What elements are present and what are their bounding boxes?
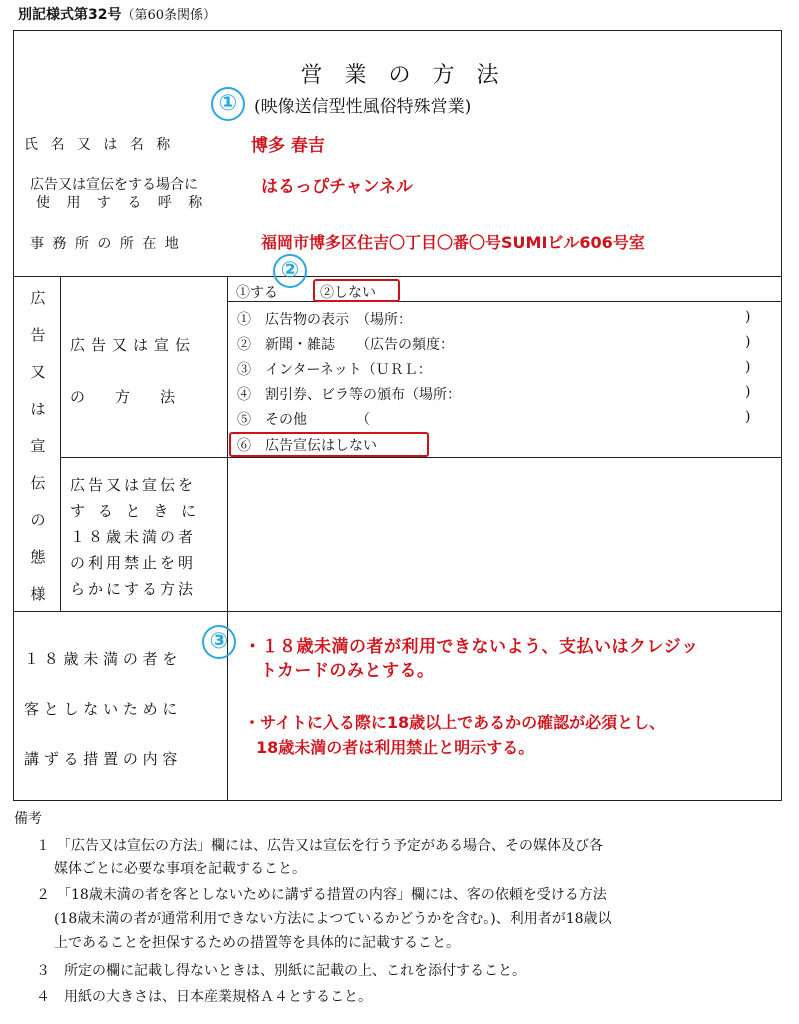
vertical-label-char: 伝 — [30, 474, 46, 492]
selection-highlight — [229, 432, 429, 457]
option-yes[interactable]: ①する — [236, 285, 278, 301]
close-paren: ) — [745, 334, 751, 350]
measures-label: １ ８ 歳 未 満 の 者 を — [24, 650, 178, 668]
marker-2: ② — [273, 254, 307, 288]
vertical-label-char: 又 — [30, 363, 46, 381]
method-label-1: 広告又は宣伝 — [70, 336, 197, 354]
divider — [227, 276, 228, 801]
vertical-label-char: 広 — [30, 289, 46, 307]
close-paren: ) — [745, 359, 751, 375]
notes-item: １ 「広告又は宣伝の方法」欄には、広告又は宣伝を行う予定がある場合、その媒体及び各 — [36, 838, 603, 854]
minors-label: １８歳未満の者 — [70, 528, 197, 546]
measures-label: 講 ず る 措 置 の 内 容 — [24, 750, 178, 768]
form-header — [18, 4, 216, 24]
form-article: （第60条関係） — [121, 8, 217, 23]
close-paren: ) — [745, 409, 751, 425]
notes-item: (18歳未満の者が通常利用できない方法によつているかどうかを含む。)、利用者が18歳以 — [54, 911, 612, 927]
office-label: 事 務 所 の 所 在 地 — [30, 236, 181, 252]
option-no-advertising[interactable]: ⑥ 広告宣伝はしない — [237, 438, 377, 454]
office-value: 福岡市博多区住吉〇丁目〇番〇号SUMIビル606号室 — [261, 233, 645, 252]
close-paren: ) — [745, 309, 751, 325]
option-flyers[interactable]: ④ 割引券、ビラ等の頒布（場所： — [237, 387, 461, 403]
option-other[interactable]: ⑤ その他 （ — [237, 412, 370, 428]
marker-1: ① — [211, 87, 245, 121]
marker-3: ③ — [202, 625, 236, 659]
name-value: 博多 春吉 — [251, 136, 325, 156]
adname-label-1: 広告又は宣伝をする場合に — [30, 177, 198, 193]
measures-line: トカードのみとする。 — [260, 661, 435, 681]
page-title: 営業の方法 — [300, 63, 521, 88]
method-label-2: の 方 法 — [70, 388, 176, 406]
measures-line: ・１８歳未満の者が利用できないよう、支払いはクレジッ — [244, 637, 699, 657]
divider — [60, 457, 782, 458]
measures-label: 客 と し な い た め に — [24, 700, 178, 718]
option-internet[interactable]: ③ インターネット（ＵＲＬ： — [237, 362, 432, 378]
minors-label: す る と き に — [70, 502, 201, 520]
form-number: 別記様式第32号 — [18, 7, 122, 23]
page-subtitle: (映像送信型性風俗特殊営業) — [254, 97, 472, 117]
measures-line: ・サイトに入る際に18歳以上であるかの確認が必須とし、 — [244, 713, 666, 732]
option-ad-display[interactable]: ① 広告物の表示 （場所： — [237, 312, 412, 328]
vertical-label-char: の — [30, 511, 46, 529]
measures-line: 18歳未満の者は利用禁止と明示する。 — [256, 738, 535, 757]
notes-item: 媒体ごとに必要な事項を記載すること。 — [54, 861, 306, 877]
minors-label: らかにする方法 — [70, 580, 197, 598]
divider — [13, 276, 782, 277]
notes-item: ３ 所定の欄に記載し得ないときは、別紙に記載の上、これを添付すること。 — [36, 963, 526, 979]
option-no[interactable]: ②しない — [320, 285, 376, 301]
notes-item: ４ 用紙の大きさは、日本産業規格Ａ４とすること。 — [36, 989, 372, 1005]
notes-item: 上であることを担保するための措置等を具体的に記載すること。 — [54, 935, 460, 951]
adname-value: はるっぴチャンネル — [261, 177, 413, 197]
vertical-label-char: 宣 — [30, 437, 46, 455]
minors-label: の利用禁止を明 — [70, 554, 197, 572]
option-newspaper[interactable]: ② 新聞・雑誌 （広告の頻度： — [237, 337, 454, 353]
vertical-label-char: 態 — [30, 548, 46, 566]
divider — [227, 301, 782, 302]
vertical-label-char: 様 — [30, 585, 46, 603]
divider — [13, 611, 782, 612]
minors-label: 広告又は宣伝を — [70, 476, 197, 494]
close-paren: ) — [745, 384, 751, 400]
selection-highlight — [313, 279, 400, 302]
notes-item: ２ 「18歳未満の者を客としないために講ずる措置の内容」欄には、客の依頼を受ける方法 — [36, 887, 607, 903]
divider — [60, 276, 61, 611]
adname-label-2: 使 用 す る 呼 称 — [36, 195, 209, 211]
vertical-label-char: は — [30, 400, 46, 418]
vertical-label-char: 告 — [30, 326, 46, 344]
notes-heading: 備考 — [14, 811, 42, 827]
name-label: 氏 名 又 は 名 称 — [24, 137, 175, 153]
